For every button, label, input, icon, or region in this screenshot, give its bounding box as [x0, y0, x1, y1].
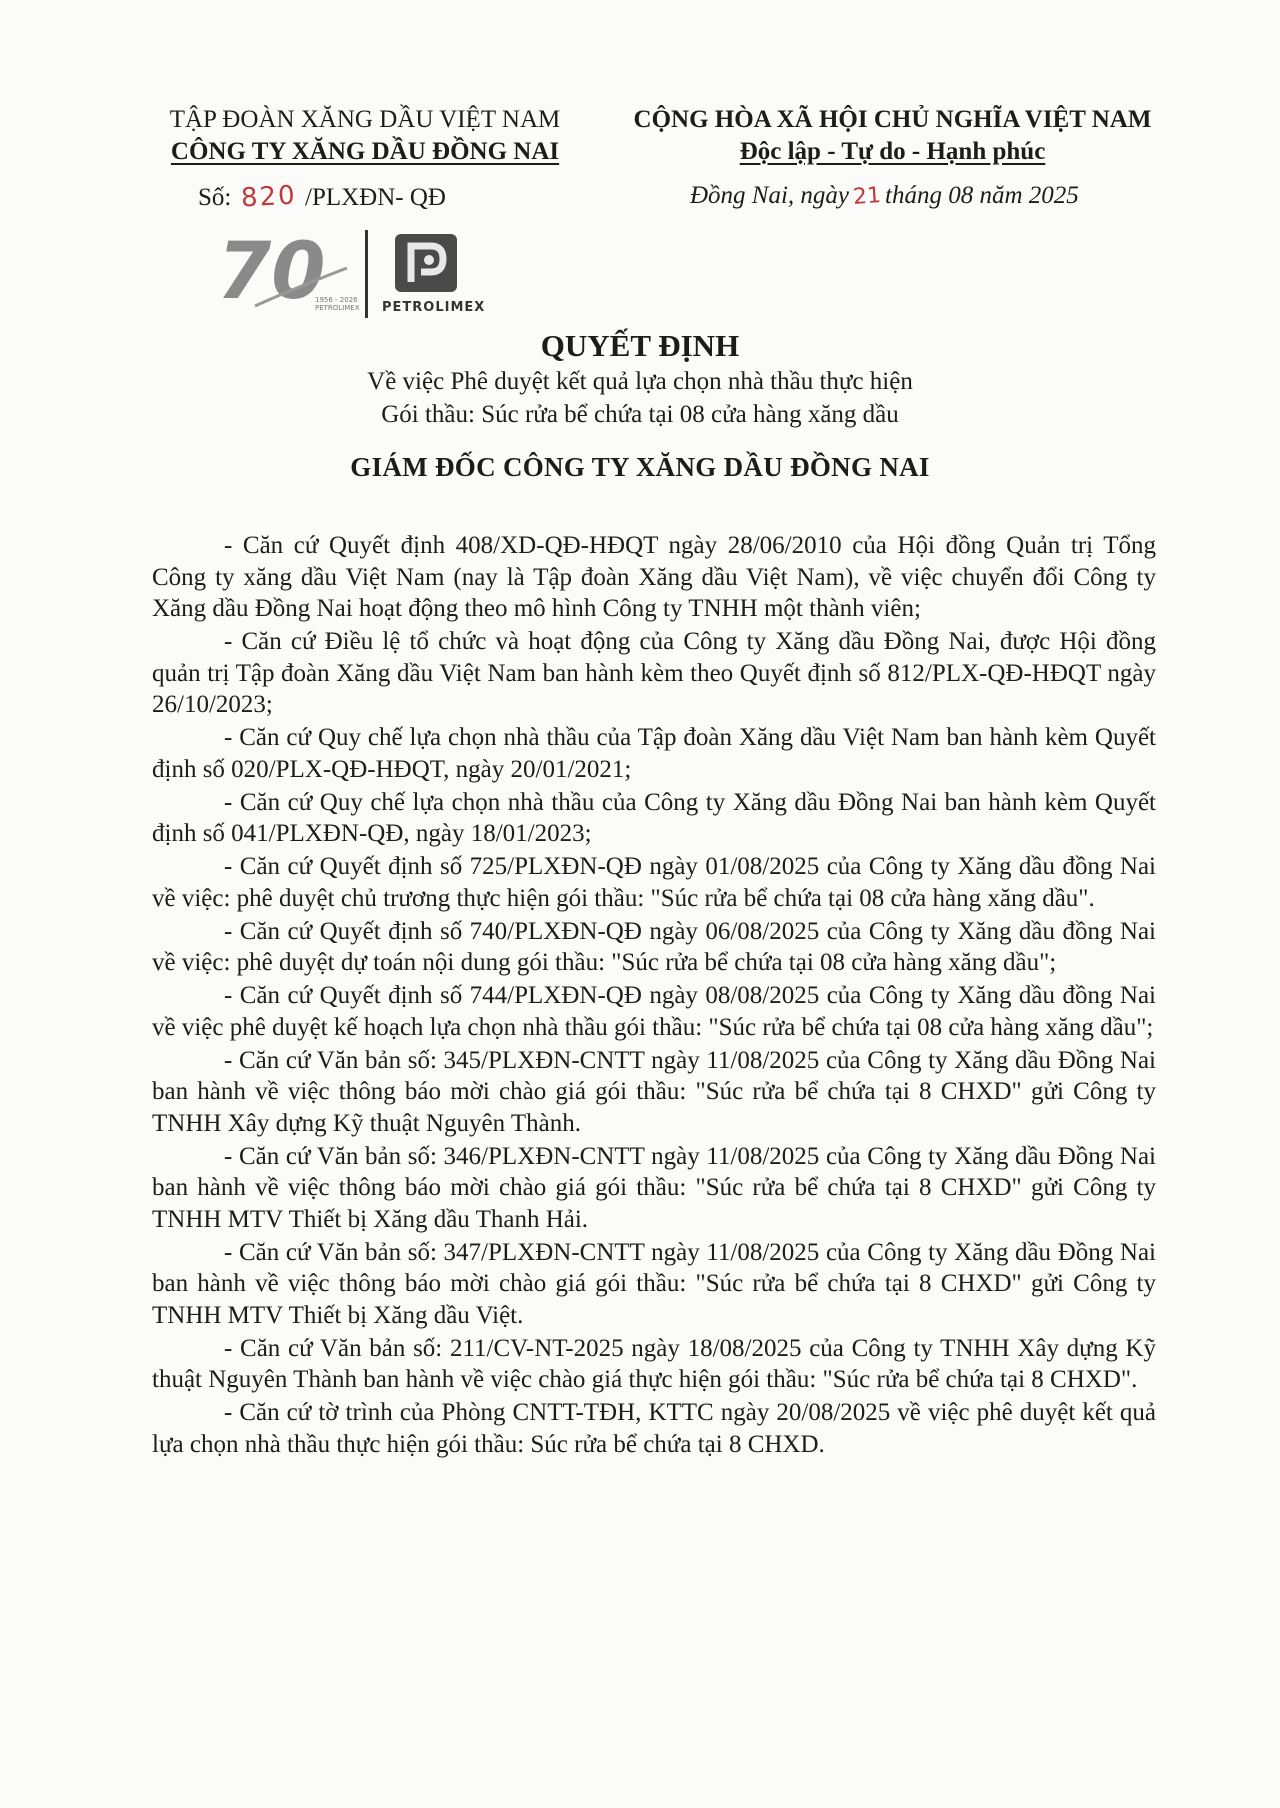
legal-basis-item: - Căn cứ tờ trình của Phòng CNTT-TĐH, KTTC ngày 20/08/2025 về việc phê duyệt kết quả lựa chọn nhà thầu thực hiện gói thầu: Súc rửa bể chứa tại 8 CHXD.: [152, 1399, 1156, 1458]
petrolimex-wordmark: PETROLIMEX: [382, 300, 486, 315]
legal-basis-item: - Căn cứ Điều lệ tổ chức và hoạt động của Công ty Xăng dầu Đồng Nai, được Hội đồng quản trị Tập đoàn Xăng dầu Việt Nam ban hành kèm theo Quyết định số 812/PLX-QĐ-HĐQT ngày 26/10/2023;: [152, 628, 1156, 718]
organization-name: CÔNG TY XĂNG DẦU ĐỒNG NAI: [170, 138, 560, 165]
anniversary-years: 1956 - 2026: [315, 296, 358, 304]
petrolimex-logo-icon: [393, 232, 459, 294]
date-prefix: Đồng Nai, ngày: [690, 182, 850, 209]
national-motto: Độc lập - Tự do - Hạnh phúc: [739, 138, 1046, 165]
legal-basis-item: - Căn cứ Quyết định số 740/PLXĐN-QĐ ngày 06/08/2025 của Công ty Xăng dầu đồng Nai về việc: phê duyệt dự toán nội dung gói thầu: "Súc rửa bể chứa tại 08 cửa hàng xăng dầu";: [152, 917, 1156, 976]
date-suffix: tháng 08 năm 2025: [885, 182, 1079, 209]
legal-basis-item: - Căn cứ Văn bản số: 345/PLXĐN-CNTT ngày 11/08/2025 của Công ty Xăng dầu Đồng Nai ban hành về việc thông báo mời chào giá gói thầu: "Súc rửa bể chứa tại 8 CHXD" gửi Công ty TNHH Xây dựng Kỹ thuật Nguyên Thành.: [152, 1046, 1156, 1137]
logo-divider: [365, 230, 368, 318]
anniversary-number: 70: [217, 228, 326, 317]
legal-basis-item: - Căn cứ Quy chế lựa chọn nhà thầu của Công ty Xăng dầu Đồng Nai ban hành kèm Quyết định số 041/PLXĐN-QĐ, ngày 18/01/2023;: [152, 788, 1156, 847]
issuing-authority: GIÁM ĐỐC CÔNG TY XĂNG DẦU ĐỒNG NAI: [350, 452, 930, 482]
issuer-block: [150, 104, 580, 168]
document-number-suffix: /PLXĐN- QĐ: [305, 184, 446, 211]
parent-organization: TẬP ĐOÀN XĂNG DẦU VIỆT NAM: [169, 106, 561, 133]
document-number-prefix: Số:: [198, 184, 232, 211]
legal-basis-item: - Căn cứ Quy chế lựa chọn nhà thầu của Tập đoàn Xăng dầu Việt Nam ban hành kèm Quyết định số 020/PLX-QĐ-HĐQT, ngày 20/01/2021;: [152, 724, 1156, 783]
anniversary-caption: [315, 296, 360, 312]
legal-basis-item: - Căn cứ Văn bản số: 347/PLXĐN-CNTT ngày 11/08/2025 của Công ty Xăng dầu Đồng Nai ban hành về việc thông báo mời chào giá gói thầu: "Súc rửa bể chứa tại 8 CHXD" gửi Công ty TNHH MTV Thiết bị Xăng dầu Việt.: [152, 1238, 1156, 1329]
anniversary-brand: PETROLIMEX: [315, 304, 360, 312]
decision-title: QUYẾT ĐỊNH: [540, 328, 740, 363]
issue-date: [690, 182, 1079, 210]
country-name: CỘNG HÒA XÃ HỘI CHỦ NGHĨA VIỆT NAM: [633, 106, 1152, 133]
legal-basis-item: - Căn cứ Quyết định số 744/PLXĐN-QĐ ngày 08/08/2025 của Công ty Xăng dầu đồng Nai về việc phê duyệt kế hoạch lựa chọn nhà thầu gói thầu: "Súc rửa bể chứa tại 08 cửa hàng xăng dầu";: [152, 982, 1156, 1041]
legal-basis-item: - Căn cứ Quyết định 408/XD-QĐ-HĐQT ngày 28/06/2010 của Hội đồng Quản trị Tổng Công ty xăng dầu Việt Nam (nay là Tập đoàn Xăng dầu Việt Nam), về việc chuyển đổi Công ty Xăng dầu Đồng Nai hoạt động theo mô hình Công ty TNHH một thành viên;: [152, 532, 1156, 622]
handwritten-day: 21: [852, 183, 882, 210]
handwritten-document-number: 820: [240, 180, 298, 214]
legal-basis-item: - Căn cứ Quyết định số 725/PLXĐN-QĐ ngày 01/08/2025 của Công ty Xăng dầu đồng Nai về việc: phê duyệt chủ trương thực hiện gói thầu: "Súc rửa bể chứa tại 08 cửa hàng xăng dầu".: [152, 853, 1156, 912]
bid-package-name: Gói thầu: Súc rửa bể chứa tại 08 cửa hàng xăng dầu: [381, 401, 899, 428]
national-heading: [615, 104, 1170, 168]
legal-basis-item: - Căn cứ Văn bản số: 211/CV-NT-2025 ngày 18/08/2025 của Công ty TNHH Xây dựng Kỹ thuật Nguyên Thành ban hành về việc chào giá thực hiện gói thầu: "Súc rửa bể chứa tại 8 CHXD".: [152, 1334, 1156, 1393]
legal-basis-list: [152, 530, 1156, 1462]
document-number: [198, 182, 446, 212]
logo-row: [215, 228, 495, 320]
legal-basis-item: - Căn cứ Văn bản số: 346/PLXĐN-CNTT ngày 11/08/2025 của Công ty Xăng dầu Đồng Nai ban hành về việc thông báo mời chào giá gói thầu: "Súc rửa bể chứa tại 8 CHXD" gửi Công ty TNHH MTV Thiết bị Xăng dầu Thanh Hải.: [152, 1142, 1156, 1233]
decision-subject: Về việc Phê duyệt kết quả lựa chọn nhà thầu thực hiện: [367, 368, 913, 395]
